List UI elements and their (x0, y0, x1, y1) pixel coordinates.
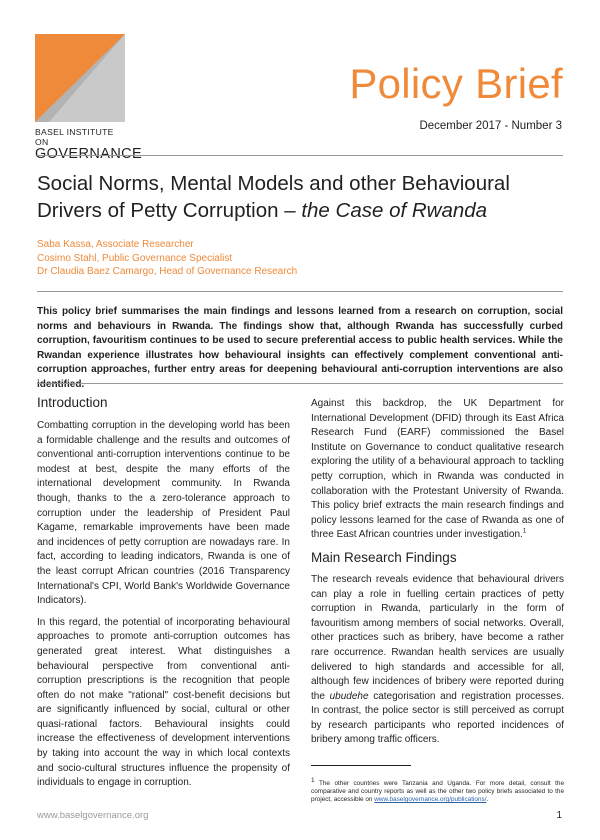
right-column (311, 397, 564, 755)
institute-logo (35, 34, 143, 162)
introduction-paragraph-2: In this regard, the potential of incorporating behavioural approaches to promote anti-corruption outcomes has generated great interest. What distinguishes a behavioural perspective from conventional anti-corruption prescriptions is the recognition that people often do not make "rational" cost-benefit decisions but are significantly influenced by social, cultural or other quasi-rational factors. Behavioural insights could increase the effectiveness of development interventions by taking into account the way in which local contexts and socio-cultural structures influence the propensity of individuals to engage in corruption. (37, 616, 290, 789)
footnote-end: . (486, 796, 489, 804)
org-name-line2: GOVERNANCE (35, 146, 143, 162)
page-title (37, 170, 567, 224)
introduction-paragraph-1: Combatting corruption in the developing world has been a formidable challenge and the results and outcomes of conventional anti-corruption interventions continue to be modest at best, despite the many efforts of the international development community. In Rwanda though, thanks to the a zero-tolerance approach to corruption under the leadership of President Paul Kagame, remarkable improvements have been made and incidences of petty corruption are nowadays rare. In fact, according to leading indicators, Rwanda is one of the least corrupt African countries (2016 Transparency International's CPI, World Bank's Worldwide Governance Indicators). (37, 420, 290, 607)
footnote-reference[interactable]: 1 (522, 528, 527, 536)
introduction-heading: Introduction (37, 395, 108, 410)
footnote-mark: 1 (311, 776, 315, 784)
summary-bottom-divider (37, 383, 563, 384)
page-number: 1 (556, 810, 562, 821)
footnote-link[interactable]: www.baselgovernance.org/publications/ (374, 796, 487, 804)
findings-heading: Main Research Findings (311, 549, 457, 565)
backdrop-text: Against this backdrop, the UK Department for International Development (DFID) through its East Africa Research Fund (EARF) commissioned the Basel Institute on Governance to conduct qualitative research exploring the utility of a behavioural approach to tackling petty corruption, which in Rwanda was conducted in collaboration with the Protestant University of Rwanda. This policy brief extracts the main research findings and policy lessons learned for the case of Rwanda as one of three East African countries under investigation. (311, 398, 564, 541)
footnote-divider (311, 765, 411, 766)
findings-paragraph (311, 573, 564, 748)
author-list (37, 238, 297, 279)
footnote (311, 776, 564, 805)
footnote-text: The other countries were Tanzania and Uganda. For more detail, consult the comparative and country reports as well as the other two policy briefs associated to the project, accessible on (311, 780, 564, 804)
author-item: Cosimo Stahl, Public Governance Specialist (37, 252, 233, 264)
findings-text-part1: The research reveals evidence that behavioural drivers can play a role in fuelling certain practices of petty corruption in Rwanda, particularly in the form of favouritism among members of social networks. Overall, other practices such as bribery, have become a rather rare occurrence. Rwandan health services are usually delivered to high standards and accessible for all, although few incidences of bribery were reported during the (311, 573, 564, 702)
title-main: Social Norms, Mental Models and other Behavioural Drivers of Petty Corruption – (37, 172, 510, 222)
org-name-line1: BASEL INSTITUTE ON (35, 127, 114, 147)
author-item: Dr Claudia Baez Camargo, Head of Governance Research (37, 266, 298, 277)
summary-top-divider (37, 291, 563, 292)
summary-paragraph: This policy brief summarises the main findings and lessons learned from a research on corruption, social norms and behaviours in Rwanda. The findings show that, although Rwanda has successfully curbed corruption, favouritism continues to be used to secure preferential access to public health services. While the Rwandan experience illustrates how behavioural insights can effectively complement conventional anti-corruption approaches, further entry areas for deepening behavioural anti-corruption interventions are also identified. (37, 306, 563, 390)
author-item: Saba Kassa, Associate Researcher (37, 239, 194, 250)
findings-term-ubudehe: ubudehe (329, 690, 369, 702)
backdrop-paragraph (311, 397, 564, 543)
document-type-title: Policy Brief (349, 60, 563, 107)
header-divider (37, 155, 563, 156)
findings-text-part2: categorisation and registration processes. In contrast, the police sector is still perceived as corrupt by research participants who reported incidences of bribery among traffic officers. (311, 690, 564, 746)
left-column (37, 395, 290, 798)
footer-website-link[interactable]: www.baselgovernance.org (37, 810, 149, 821)
logo-mark (35, 34, 125, 122)
issue-date: December 2017 - Number 3 (419, 120, 562, 132)
title-case: the Case of Rwanda (301, 199, 488, 222)
